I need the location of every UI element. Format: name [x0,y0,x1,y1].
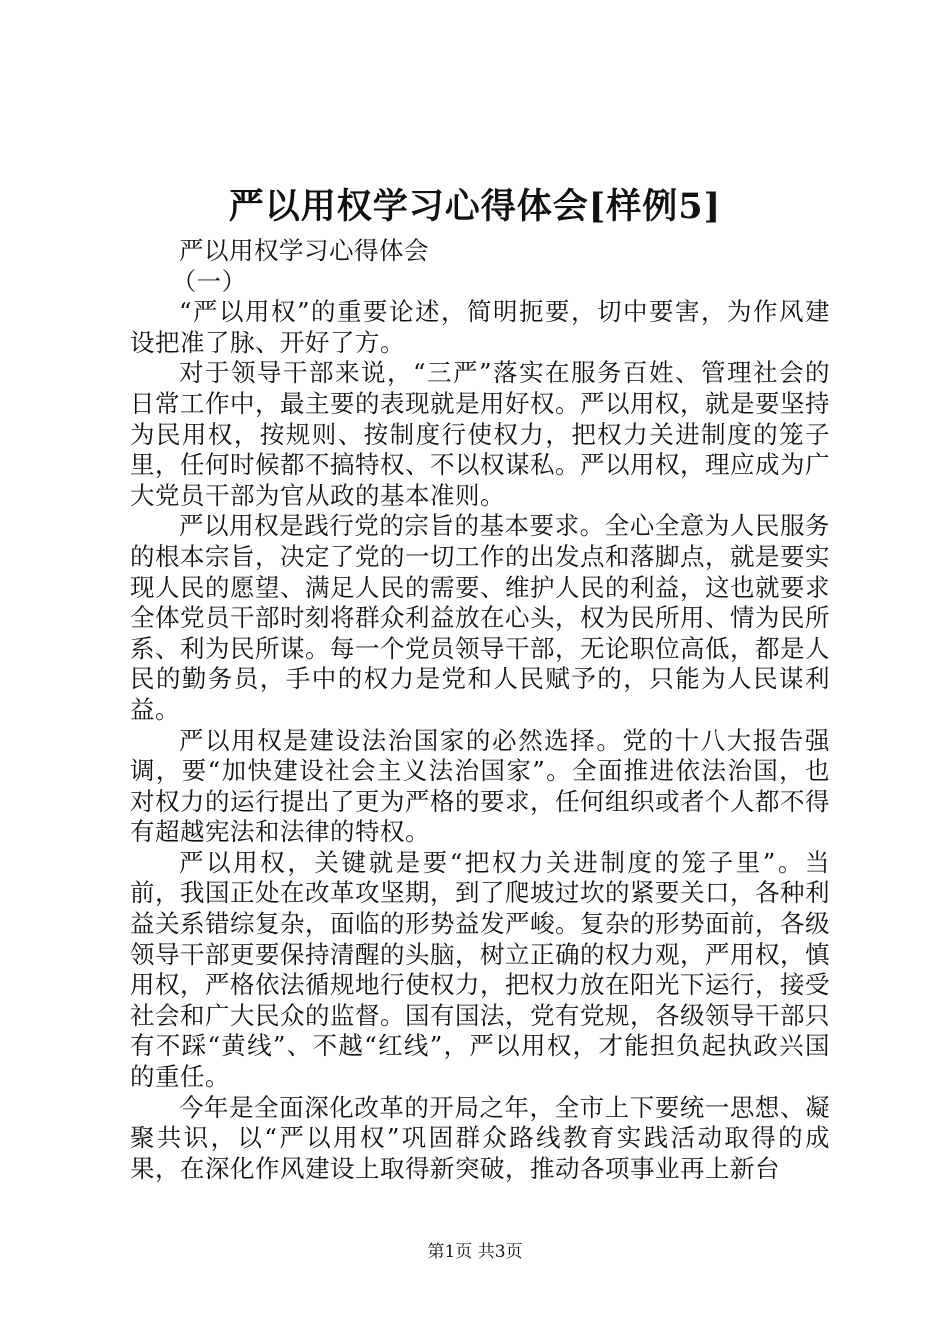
document-subtitle: 严以用权学习心得体会 [179,236,429,265]
document-body [130,236,830,1184]
section-marker: （一） [171,266,247,296]
paragraph: 严以用权是建设法治国家的必然选择。党的十八大报告强调，要“加快建设社会主义法治国家”。全面推进依法治国，也对权力的运行提出了更为严格的要求，任何组织或者个人都不得有超越宪法和法律的特权。 [130,725,830,847]
page-footer: 第1页 共3页 [427,1242,523,1262]
paragraph: “严以用权”的重要论述，简明扼要，切中要害，为作风建设把准了脉、开好了方。 [130,297,830,357]
paragraph: 今年是全面深化改革的开局之年，全市上下要统一思想、凝聚共识，以“严以用权”巩固群众路线教育实践活动取得的成果，在深化作风建设上取得新突破，推动各项事业再上新台 [130,1092,830,1183]
document-title: 严以用权学习心得体会[样例5] [228,186,722,227]
paragraph: 对于领导干部来说，“三严”落实在服务百姓、管理社会的日常工作中，最主要的表现就是用好权。严以用权，就是要坚持为民用权，按规则、按制度行使权力，把权力关进制度的笼子里，任何时候都不搞特权、不以权谋私。严以用权，理应成为广大党员干部为官从政的基本准则。 [130,358,830,510]
paragraph: 严以用权，关键就是要“把权力关进制度的笼子里”。当前，我国正处在改革攻坚期，到了爬坡过坎的紧要关口，各种利益关系错综复杂，面临的形势益发严峻。复杂的形势面前，各级领导干部更要保持清醒的头脑，树立正确的权力观，严用权，慎用权，严格依法循规地行使权力，把权力放在阳光下运行，接受社会和广大民众的监督。国有国法，党有党规，各级领导干部只有不踩“黄线”、不越“红线”，严以用权，才能担负起执政兴国的重任。 [130,847,830,1092]
paragraph: 严以用权是践行党的宗旨的基本要求。全心全意为人民服务的根本宗旨，决定了党的一切工作的出发点和落脚点，就是要实现人民的愿望、满足人民的需要、维护人民的利益，这也就要求全体党员干部时刻将群众利益放在心头，权为民所用、情为民所系、利为民所谋。每一个党员领导干部，无论职位高低，都是人民的勤务员，手中的权力是党和人民赋予的，只能为人民谋利益。 [130,511,830,724]
